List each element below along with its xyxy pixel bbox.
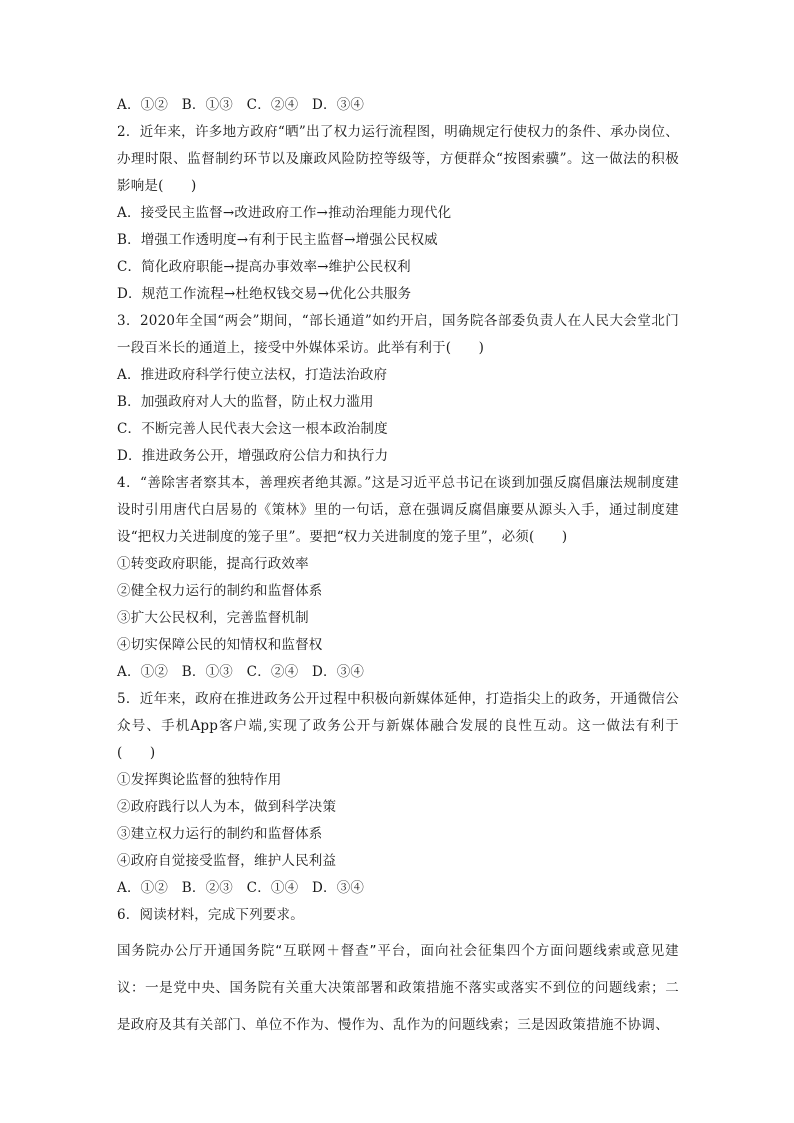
q3-option-b: B．加强政府对人大的监督，防止权力滥用 [117,394,374,410]
q2-option-a: A．接受民主监督→改进政府工作→推动治理能力现代化 [117,205,452,221]
q4-item-1: ①转变政府职能，提高行政效率 [117,556,309,572]
q2-option-c: C．简化政府职能→提高办事效率→维护公民权利 [117,259,411,275]
q5-stem: 5．近年来，政府在推进政务公开过程中积极向新媒体延伸，打造指尖上的政务，开通微信公众号、手机App客户端,实现了政务公开与新媒体融合发展的良性互动。这一做法有利于( ) [117,691,679,761]
q5-item-3: ③建立权力运行的制约和监督体系 [117,826,323,842]
q2-stem: 2．近年来，许多地方政府“晒”出了权力运行流程图，明确规定行使权力的条件、承办岗位、办理时限、监督制约环节以及廉政风险防控等级等，方便群众“按图索骥”。这一做法的积极影响是( ) [117,124,679,194]
q2-option-d: D．规范工作流程→杜绝权钱交易→优化公共服务 [117,286,412,302]
q2-option-b: B．增强工作透明度→有利于民主监督→增强公民权威 [117,232,438,248]
q4-item-4: ④切实保障公民的知情权和监督权 [117,637,323,653]
q3-option-c: C．不断完善人民代表大会这一根本政治制度 [117,421,388,437]
q5-item-4: ④政府自觉接受监督，维护人民利益 [117,853,337,869]
q6-material: 国务院办公厅开通国务院“互联网＋督查”平台，面向社会征集四个方面问题线索或意见建议：一是党中央、国务院有关重大决策部署和政策措施不落实或落实不到位的问题线索；二是政府及其有关部门、单位不作为、慢作为、乱作为的问题线索；三是因政策措施不协调、 [117,943,679,1033]
q3-stem: 3．2020年全国“两会”期间，“部长通道”如约开启，国务院各部委负责人在人民大会堂北门一段百米长的通道上，接受中外媒体采访。此举有利于( ) [117,313,679,356]
q3-option-d: D．推进政务公开，增强政府公信力和执行力 [117,448,389,464]
q5-item-2: ②政府践行以人为本，做到科学决策 [117,799,337,815]
q4-options: A．①② B．①③ C．②④ D．③④ [117,664,365,680]
q4-item-3: ③扩大公民权利，完善监督机制 [117,610,309,626]
page-content [117,92,679,1044]
q6-stem: 6．阅读材料，完成下列要求。 [117,907,304,923]
q5-options: A．①② B．②③ C．①④ D．③④ [117,880,365,896]
q3-option-a: A．推进政府科学行使立法权，打造法治政府 [117,367,388,383]
q4-item-2: ②健全权力运行的制约和监督体系 [117,583,323,599]
q4-stem: 4．“善除害者察其本，善理疾者绝其源。”这是习近平总书记在谈到加强反腐倡廉法规制度建设时引用唐代白居易的《策林》里的一句话，意在强调反腐倡廉要从源头入手，通过制度建设“把权力关进制度的笼子里”。要把“权力关进制度的笼子里”，必须( ) [117,475,679,545]
q1-options: A．①② B．①③ C．②④ D．③④ [117,97,365,113]
q5-item-1: ①发挥舆论监督的独特作用 [117,772,282,788]
